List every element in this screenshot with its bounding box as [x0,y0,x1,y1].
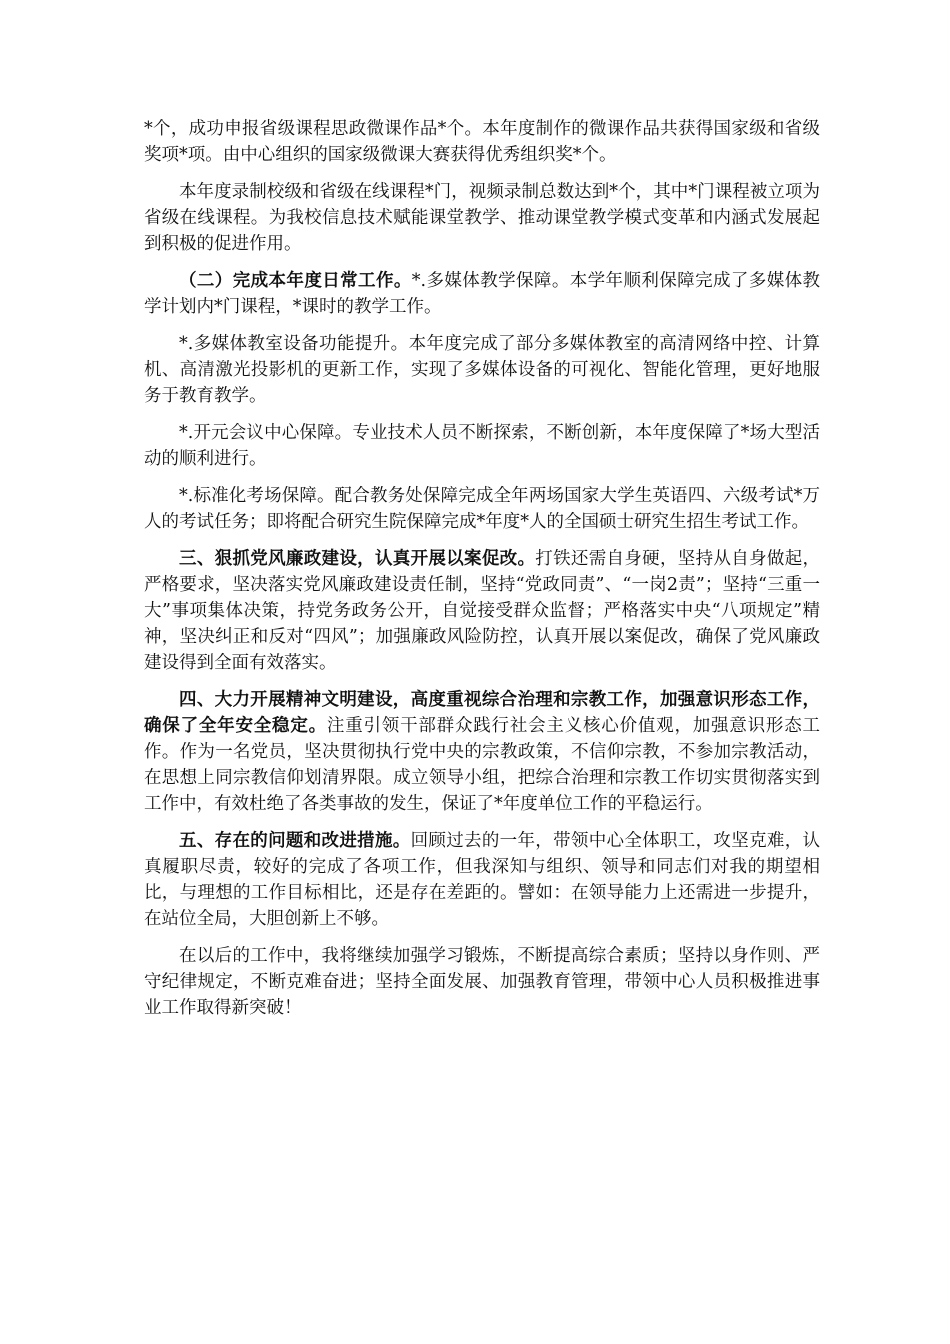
paragraph-3 [144,268,820,320]
section-heading: 四、大力开展精神文明建设，高度重视综合治理和宗教工作，加强意识形态工作，确保了全年安全稳定。 [144,690,820,736]
paragraph-text: *.标准化考场保障。配合教务处保障完成全年两场国家大学生英语四、六级考试*万人的考试任务；即将配合研究生院保障完成*年度*人的全国硕士研究生招生考试工作。 [144,486,820,532]
document-body [144,116,820,1032]
paragraph-text: 在以后的工作中，我将继续加强学习锻炼，不断提高综合素质；坚持以身作则、严守纪律规定，不断克难奋进；坚持全面发展、加强教育管理，带领中心人员积极推进事业工作取得新突破！ [144,946,820,1018]
paragraph-7 [144,546,820,676]
paragraph-text: 回顾过去的一年，带领中心全体职工，攻坚克难，认真履职尽责，较好的完成了各项工作，但我深知与组织、领导和同志们对我的期望相比，与理想的工作目标相比，还是存在差距的。譬如：在领导能力上还需进一步提升，在站位全局，大胆创新上不够。 [144,831,821,929]
paragraph-text: 本年度录制校级和省级在线课程*门，视频录制总数达到*个，其中*门课程被立项为省级在线课程。为我校信息技术赋能课堂教学、推动课堂教学模式变革和内涵式发展起到积极的促进作用。 [144,182,820,254]
paragraph-6 [144,483,820,535]
paragraph-4 [144,331,820,409]
paragraph-text: *.开元会议中心保障。专业技术人员不断探索，不断创新，本年度保障了*场大型活动的顺利进行。 [144,423,820,469]
paragraph-text: 打铁还需自身硬，坚持从自身做起，严格要求，坚决落实党风廉政建设责任制，坚持“党政同责”、“一岗2责”；坚持“三重一大”事项集体决策，持党务政务公开，自觉接受群众监督；严格落实中央“八项规定”精神，坚决纠正和反对“四风”；加强廉政风险防控，认真开展以案促改，确保了党风廉政建设得到全面有效落实。 [144,549,821,673]
paragraph-9 [144,828,820,932]
section-heading: （二）完成本年度日常工作。 [179,271,412,291]
paragraph-8 [144,687,820,817]
paragraph-5 [144,420,820,472]
section-heading: 三、狠抓党风廉政建设，认真开展以案促改。 [179,549,536,569]
paragraph-10 [144,943,820,1021]
paragraph-2 [144,179,820,257]
paragraph-1 [144,116,820,168]
paragraph-text: *个，成功申报省级课程思政微课作品*个。本年度制作的微课作品共获得国家级和省级奖项*项。由中心组织的国家级微课大赛获得优秀组织奖*个。 [144,119,820,165]
paragraph-text: *.多媒体教学保障。本学年顺利保障完成了多媒体教学计划内*门课程，*课时的教学工作。 [144,271,821,317]
section-heading: 五、存在的问题和改进措施。 [179,831,411,851]
paragraph-text: *.多媒体教室设备功能提升。本年度完成了部分多媒体教室的高清网络中控、计算机、高清激光投影机的更新工作，实现了多媒体设备的可视化、智能化管理，更好地服务于教育教学。 [144,334,820,406]
paragraph-text: 注重引领干部群众践行社会主义核心价值观，加强意识形态工作。作为一名党员，坚决贯彻执行党中央的宗教政策，不信仰宗教，不参加宗教活动，在思想上同宗教信仰划清界限。成立领导小组，把综合治理和宗教工作切实贯彻落实到工作中，有效杜绝了各类事故的发生，保证了*年度单位工作的平稳运行。 [144,716,821,814]
